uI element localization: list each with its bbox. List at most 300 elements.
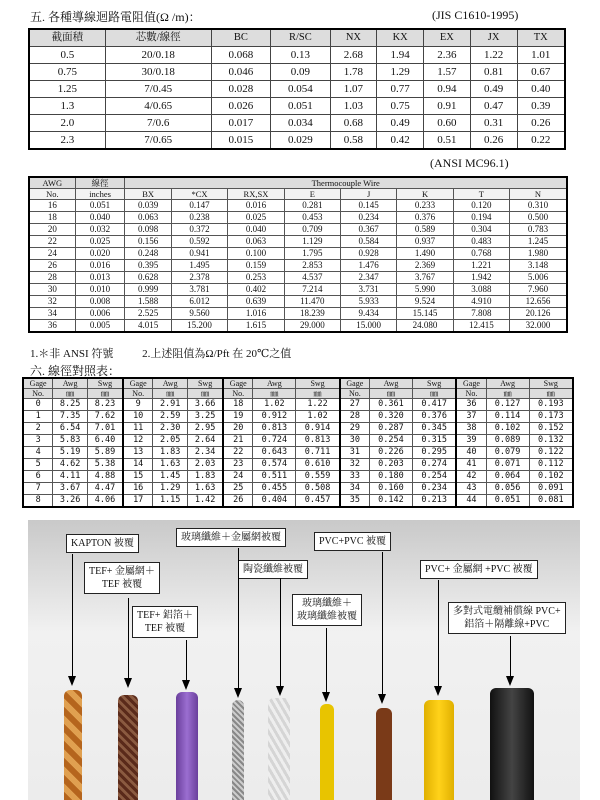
table-cell: 0.015 <box>211 132 270 150</box>
column-header: Awg <box>53 378 88 389</box>
table-cell: 3.25 <box>188 411 224 423</box>
column-header: Awg <box>253 378 296 389</box>
table-cell: 1.01 <box>517 47 565 64</box>
column-header: *CX <box>171 189 227 200</box>
cable-multipair <box>490 688 534 800</box>
column-header: 截面積 <box>29 29 105 47</box>
cable-pvc <box>376 708 392 800</box>
table-cell: 1.42 <box>188 495 224 508</box>
column-header: BX <box>125 189 171 200</box>
table-cell: 0.60 <box>424 115 471 132</box>
cable-ceramic <box>268 698 290 800</box>
table-cell: 4.015 <box>125 320 171 333</box>
table-cell: 1.07 <box>330 81 377 98</box>
table-cell: 3.148 <box>510 260 568 272</box>
table-cell: 0.315 <box>412 435 456 447</box>
table-cell: 2.68 <box>330 47 377 64</box>
table-cell: 1.980 <box>510 248 568 260</box>
table-cell: 0.592 <box>171 236 227 248</box>
table-cell: 0.226 <box>369 447 412 459</box>
table-cell: 4.47 <box>88 483 124 495</box>
table-cell: 32 <box>29 296 75 308</box>
table-cell: 29 <box>340 423 370 435</box>
table-cell: 30 <box>29 284 75 296</box>
table-cell: 0.010 <box>75 284 125 296</box>
table-cell: 3.781 <box>171 284 227 296</box>
table-cell: 0.102 <box>529 471 573 483</box>
table-cell: 0.511 <box>253 471 296 483</box>
table-cell: 0.100 <box>228 248 284 260</box>
table-subheader-row <box>29 189 567 200</box>
table-cell: 0.079 <box>486 447 529 459</box>
table-cell: 24 <box>29 248 75 260</box>
table-cell: 0.122 <box>529 447 573 459</box>
table-cell: 0.68 <box>330 115 377 132</box>
table-cell: 2.0 <box>29 115 105 132</box>
table-cell: 0.455 <box>253 483 296 495</box>
table-cell: 0.75 <box>29 64 105 81</box>
table-row <box>29 115 565 132</box>
table-cell: 0.51 <box>424 132 471 150</box>
table-row <box>29 296 567 308</box>
table-cell: 2.30 <box>153 423 188 435</box>
table-cell: 1.495 <box>171 260 227 272</box>
table-cell: 7.01 <box>88 423 124 435</box>
table-cell: 5.38 <box>88 459 124 471</box>
table-cell: 12 <box>123 435 153 447</box>
table-cell: 0.709 <box>284 224 340 236</box>
table-cell: 30/0.18 <box>105 64 211 81</box>
table-cell: 0.051 <box>271 98 330 115</box>
column-header: Gage <box>340 378 370 389</box>
note-2: 2.上述阻值為Ω/Pft 在 20℃之值 <box>142 348 292 360</box>
table-cell: 1.221 <box>453 260 509 272</box>
table-cell: 0.063 <box>228 236 284 248</box>
table-cell: 0.039 <box>125 200 171 212</box>
table-cell: 0.372 <box>171 224 227 236</box>
table-cell: 0.159 <box>228 260 284 272</box>
column-header: ㎜ <box>53 389 88 399</box>
table-cell: 34 <box>340 483 370 495</box>
column-header: No. <box>29 189 75 200</box>
table-cell: 17 <box>123 495 153 508</box>
table-cell: 1.588 <box>125 296 171 308</box>
column-header: N <box>510 189 568 200</box>
label-tef-foil: TEF+ 鋁箔＋ TEF 被覆 <box>132 606 198 638</box>
table-cell: 1.245 <box>510 236 568 248</box>
cable-glass-mesh <box>232 700 244 800</box>
label-kapton: KAPTON 被覆 <box>66 534 139 553</box>
table-cell: 1.83 <box>188 471 224 483</box>
table-cell: 0 <box>23 399 53 411</box>
table-cell: 0.081 <box>529 495 573 508</box>
table-cell: 0.40 <box>517 81 565 98</box>
table-cell: 0.639 <box>228 296 284 308</box>
table-cell: 0.238 <box>171 212 227 224</box>
table-cell: 30 <box>340 435 370 447</box>
table-cell: 1.02 <box>253 399 296 411</box>
table-cell: 5.83 <box>53 435 88 447</box>
table-cell: 3.67 <box>53 483 88 495</box>
table-cell: 5.006 <box>510 272 568 284</box>
label-glass-mesh: 玻璃纖維＋金屬網被覆 <box>176 528 286 547</box>
table-row <box>23 459 573 471</box>
table-cell: 31 <box>340 447 370 459</box>
column-header: Gage <box>456 378 486 389</box>
column-header: No. <box>340 389 370 399</box>
table-cell: 0.028 <box>211 81 270 98</box>
table-cell: 8 <box>23 495 53 508</box>
table-cell: 2.34 <box>188 447 224 459</box>
table-cell: 7.62 <box>88 411 124 423</box>
column-header: KX <box>377 29 424 47</box>
table-cell: 32.000 <box>510 320 568 333</box>
table-cell: 2.347 <box>341 272 397 284</box>
label-ceramic: 陶瓷纖維被覆 <box>238 560 308 579</box>
table-cell: 0.42 <box>377 132 424 150</box>
table-cell: 12.415 <box>453 320 509 333</box>
table-cell: 23 <box>223 459 253 471</box>
table-row <box>29 132 565 150</box>
column-header: No. <box>223 389 253 399</box>
table-row <box>29 64 565 81</box>
table-row <box>23 483 573 495</box>
table-cell: 4 <box>23 447 53 459</box>
table-cell: 0.47 <box>470 98 517 115</box>
table-cell: 36 <box>456 399 486 411</box>
table-cell: 5.19 <box>53 447 88 459</box>
table-cell: 0.75 <box>377 98 424 115</box>
table-cell: 0.233 <box>397 200 453 212</box>
table-cell: 0.025 <box>228 212 284 224</box>
table-cell: 1.476 <box>341 260 397 272</box>
table-row <box>23 495 573 508</box>
table-cell: 16 <box>29 200 75 212</box>
column-header: E <box>284 189 340 200</box>
table-cell: 0.193 <box>529 399 573 411</box>
table-cell: 0.089 <box>486 435 529 447</box>
cable-glass-fiber <box>320 704 334 800</box>
table-cell: 18 <box>29 212 75 224</box>
table-cell: 2.05 <box>153 435 188 447</box>
table-cell: 0.063 <box>125 212 171 224</box>
table-cell: 33 <box>340 471 370 483</box>
table-cell: 0.937 <box>397 236 453 248</box>
table-cell: 25 <box>223 483 253 495</box>
table-cell: 0.49 <box>377 115 424 132</box>
table-cell: 0.483 <box>453 236 509 248</box>
table-cell: 0.034 <box>271 115 330 132</box>
table-cell: 0.508 <box>296 483 340 495</box>
table-cell: 7.35 <box>53 411 88 423</box>
table-cell: 9 <box>123 399 153 411</box>
table-cell: 0.5 <box>29 47 105 64</box>
table-cell: 0.173 <box>529 411 573 423</box>
table-cell: 5 <box>23 459 53 471</box>
table-cell: 0.999 <box>125 284 171 296</box>
label-tef-mesh: TEF+ 金屬網＋ TEF 被覆 <box>84 562 160 594</box>
table-row <box>23 411 573 423</box>
table-cell: 21 <box>223 435 253 447</box>
table-cell: 1.63 <box>153 459 188 471</box>
column-header: Swg <box>188 378 224 389</box>
table-cell: 0.768 <box>453 248 509 260</box>
table-cell: 2.378 <box>171 272 227 284</box>
table-cell: 2.91 <box>153 399 188 411</box>
table-cell: 0.941 <box>171 248 227 260</box>
table-cell: 0.008 <box>75 296 125 308</box>
table-cell: 6 <box>23 471 53 483</box>
table-cell: 1.94 <box>377 47 424 64</box>
table-row <box>29 81 565 98</box>
table-cell: 0.22 <box>517 132 565 150</box>
table-cell: 11.470 <box>284 296 340 308</box>
table-cell: 5.933 <box>341 296 397 308</box>
table-row <box>23 447 573 459</box>
table-cell: 18 <box>223 399 253 411</box>
table-cell: 0.025 <box>75 236 125 248</box>
table-cell: 0.345 <box>412 423 456 435</box>
column-header: No. <box>23 389 53 399</box>
table-cell: 0.213 <box>412 495 456 508</box>
table-cell: 1.45 <box>153 471 188 483</box>
table-row <box>29 260 567 272</box>
cable-pvc-mesh <box>424 700 454 800</box>
table-cell: 12.656 <box>510 296 568 308</box>
table-row <box>29 320 567 333</box>
resistance-table-jis <box>28 28 566 150</box>
table-cell: 9.524 <box>397 296 453 308</box>
table-cell: 0.203 <box>369 459 412 471</box>
table-row <box>23 471 573 483</box>
table-cell: 0.026 <box>211 98 270 115</box>
cable-kapton <box>64 690 82 800</box>
table-cell: 0.628 <box>125 272 171 284</box>
table-cell: 0.016 <box>228 200 284 212</box>
table-cell: 0.457 <box>296 495 340 508</box>
table-row <box>29 212 567 224</box>
table-cell: 0.064 <box>486 471 529 483</box>
table-cell: 0.114 <box>486 411 529 423</box>
column-header: AWG <box>29 177 75 189</box>
cable-photo <box>28 520 580 800</box>
table-cell: 4.62 <box>53 459 88 471</box>
table-row <box>29 308 567 320</box>
table-cell: 0.49 <box>470 81 517 98</box>
table-cell: 42 <box>456 471 486 483</box>
section5-standard: (JIS C1610-1995) <box>432 8 519 22</box>
table-cell: 0.574 <box>253 459 296 471</box>
table-cell: 1.3 <box>29 98 105 115</box>
table-cell: 14 <box>123 459 153 471</box>
table-cell: 0.254 <box>369 435 412 447</box>
table-cell: 9.560 <box>171 308 227 320</box>
table-cell: 2.95 <box>188 423 224 435</box>
table-cell: 3 <box>23 435 53 447</box>
table-cell: 0.127 <box>486 399 529 411</box>
table-cell: 0.006 <box>75 308 125 320</box>
table-cell: 0.091 <box>529 483 573 495</box>
column-header: ㎜ <box>412 389 456 399</box>
table-cell: 6.54 <box>53 423 88 435</box>
table-cell: 0.361 <box>369 399 412 411</box>
table-cell: 7/0.6 <box>105 115 211 132</box>
table-cell: 0.417 <box>412 399 456 411</box>
table-cell: 0.152 <box>529 423 573 435</box>
label-pvc-mesh: PVC+ 金屬網 +PVC 被覆 <box>420 560 538 579</box>
table-cell: 0.142 <box>369 495 412 508</box>
table-header-row <box>29 29 565 47</box>
column-header: Gage <box>223 378 253 389</box>
table-cell: 0.098 <box>125 224 171 236</box>
table-cell: 4.11 <box>53 471 88 483</box>
table-cell: 4.537 <box>284 272 340 284</box>
table-cell: 1.63 <box>188 483 224 495</box>
column-header: No. <box>456 389 486 399</box>
table-cell: 0.367 <box>341 224 397 236</box>
table-cell: 0.91 <box>424 98 471 115</box>
table-row <box>23 399 573 411</box>
table-cell: 0.320 <box>369 411 412 423</box>
table-row <box>29 98 565 115</box>
label-multipair: 多對式電纜補償線 PVC+ 鋁箔＋隔離線+PVC <box>448 602 566 634</box>
table-cell: 20 <box>223 423 253 435</box>
table-row <box>29 47 565 64</box>
table-cell: 3.66 <box>188 399 224 411</box>
table-cell: 0.39 <box>517 98 565 115</box>
table-cell: 44 <box>456 495 486 508</box>
table-cell: 5.990 <box>397 284 453 296</box>
table-cell: 0.029 <box>271 132 330 150</box>
table-cell: 0.005 <box>75 320 125 333</box>
table-cell: 0.500 <box>510 212 568 224</box>
table-cell: 4.88 <box>88 471 124 483</box>
column-header: ㎜ <box>296 389 340 399</box>
ansi-standard: (ANSI MC96.1) <box>430 156 509 170</box>
table-cell: 1.016 <box>228 308 284 320</box>
note-1: 1.＊非 ANSI 符號 <box>30 348 114 360</box>
table-cell: 0.040 <box>228 224 284 236</box>
table-cell: 8.23 <box>88 399 124 411</box>
column-header: EX <box>424 29 471 47</box>
table-cell: 0.58 <box>330 132 377 150</box>
column-header: NX <box>330 29 377 47</box>
table-cell: 0.724 <box>253 435 296 447</box>
table-cell: 1.22 <box>470 47 517 64</box>
column-header: ㎜ <box>486 389 529 399</box>
column-header: Awg <box>369 378 412 389</box>
table-cell: 2.3 <box>29 132 105 150</box>
table-cell: 0.783 <box>510 224 568 236</box>
column-header: ㎜ <box>153 389 188 399</box>
table-cell: 0.928 <box>341 248 397 260</box>
column-header: No. <box>123 389 153 399</box>
resistance-table-ansi <box>28 176 568 333</box>
table-cell: 7/0.45 <box>105 81 211 98</box>
table-cell: 27 <box>340 399 370 411</box>
table-cell: 13 <box>123 447 153 459</box>
table-cell: 24.080 <box>397 320 453 333</box>
table-cell: 20 <box>29 224 75 236</box>
table-cell: 0.711 <box>296 447 340 459</box>
table-cell: 1.15 <box>153 495 188 508</box>
table-cell: 36 <box>29 320 75 333</box>
notes <box>30 345 317 361</box>
column-header: Swg <box>529 378 573 389</box>
table-cell: 0.120 <box>453 200 509 212</box>
table-cell: 19 <box>223 411 253 423</box>
table-cell: 0.040 <box>75 212 125 224</box>
table-cell: 7.960 <box>510 284 568 296</box>
table-row <box>29 236 567 248</box>
table-cell: 0.248 <box>125 248 171 260</box>
table-cell: 8.25 <box>53 399 88 411</box>
column-header: 芯數/線徑 <box>105 29 211 47</box>
column-header: Swg <box>412 378 456 389</box>
column-header: R/SC <box>271 29 330 47</box>
table-row <box>29 248 567 260</box>
table-cell: 0.194 <box>453 212 509 224</box>
column-header: JX <box>470 29 517 47</box>
table-cell: 0.610 <box>296 459 340 471</box>
table-cell: 0.813 <box>296 435 340 447</box>
column-header: TX <box>517 29 565 47</box>
table-cell: 0.559 <box>296 471 340 483</box>
table-cell: 0.395 <box>125 260 171 272</box>
table-cell: 7/0.65 <box>105 132 211 150</box>
table-cell: 1.129 <box>284 236 340 248</box>
table-cell: 0.068 <box>211 47 270 64</box>
table-cell: 0.376 <box>397 212 453 224</box>
table-cell: 40 <box>456 447 486 459</box>
table-cell: 0.643 <box>253 447 296 459</box>
table-cell: 0.016 <box>75 260 125 272</box>
table-cell: 15.000 <box>341 320 397 333</box>
table-cell: 15.145 <box>397 308 453 320</box>
table-cell: 0.102 <box>486 423 529 435</box>
column-header: Swg <box>296 378 340 389</box>
table-row <box>29 284 567 296</box>
table-cell: 2.853 <box>284 260 340 272</box>
table-cell: 2.369 <box>397 260 453 272</box>
table-cell: 1.57 <box>424 64 471 81</box>
table-cell: 1.29 <box>377 64 424 81</box>
table-cell: 4.06 <box>88 495 124 508</box>
cable-tef-mesh <box>118 695 138 800</box>
table-cell: 0.584 <box>341 236 397 248</box>
table-cell: 34 <box>29 308 75 320</box>
table-row <box>29 200 567 212</box>
table-cell: 9.434 <box>341 308 397 320</box>
column-header: ㎜ <box>529 389 573 399</box>
table-cell: 41 <box>456 459 486 471</box>
table-cell: 43 <box>456 483 486 495</box>
table-cell: 7 <box>23 483 53 495</box>
table-cell: 28 <box>340 411 370 423</box>
section6-title: 六. 線徑對照表： <box>30 364 121 378</box>
column-header: J <box>341 189 397 200</box>
table-cell: 2.03 <box>188 459 224 471</box>
table-cell: 0.281 <box>284 200 340 212</box>
table-cell: 0.67 <box>517 64 565 81</box>
table-cell: 4/0.65 <box>105 98 211 115</box>
table-cell: 29.000 <box>284 320 340 333</box>
table-cell: 24 <box>223 471 253 483</box>
table-cell: 1.78 <box>330 64 377 81</box>
table-header-row <box>29 177 567 189</box>
table-row <box>29 272 567 284</box>
table-cell: 1 <box>23 411 53 423</box>
